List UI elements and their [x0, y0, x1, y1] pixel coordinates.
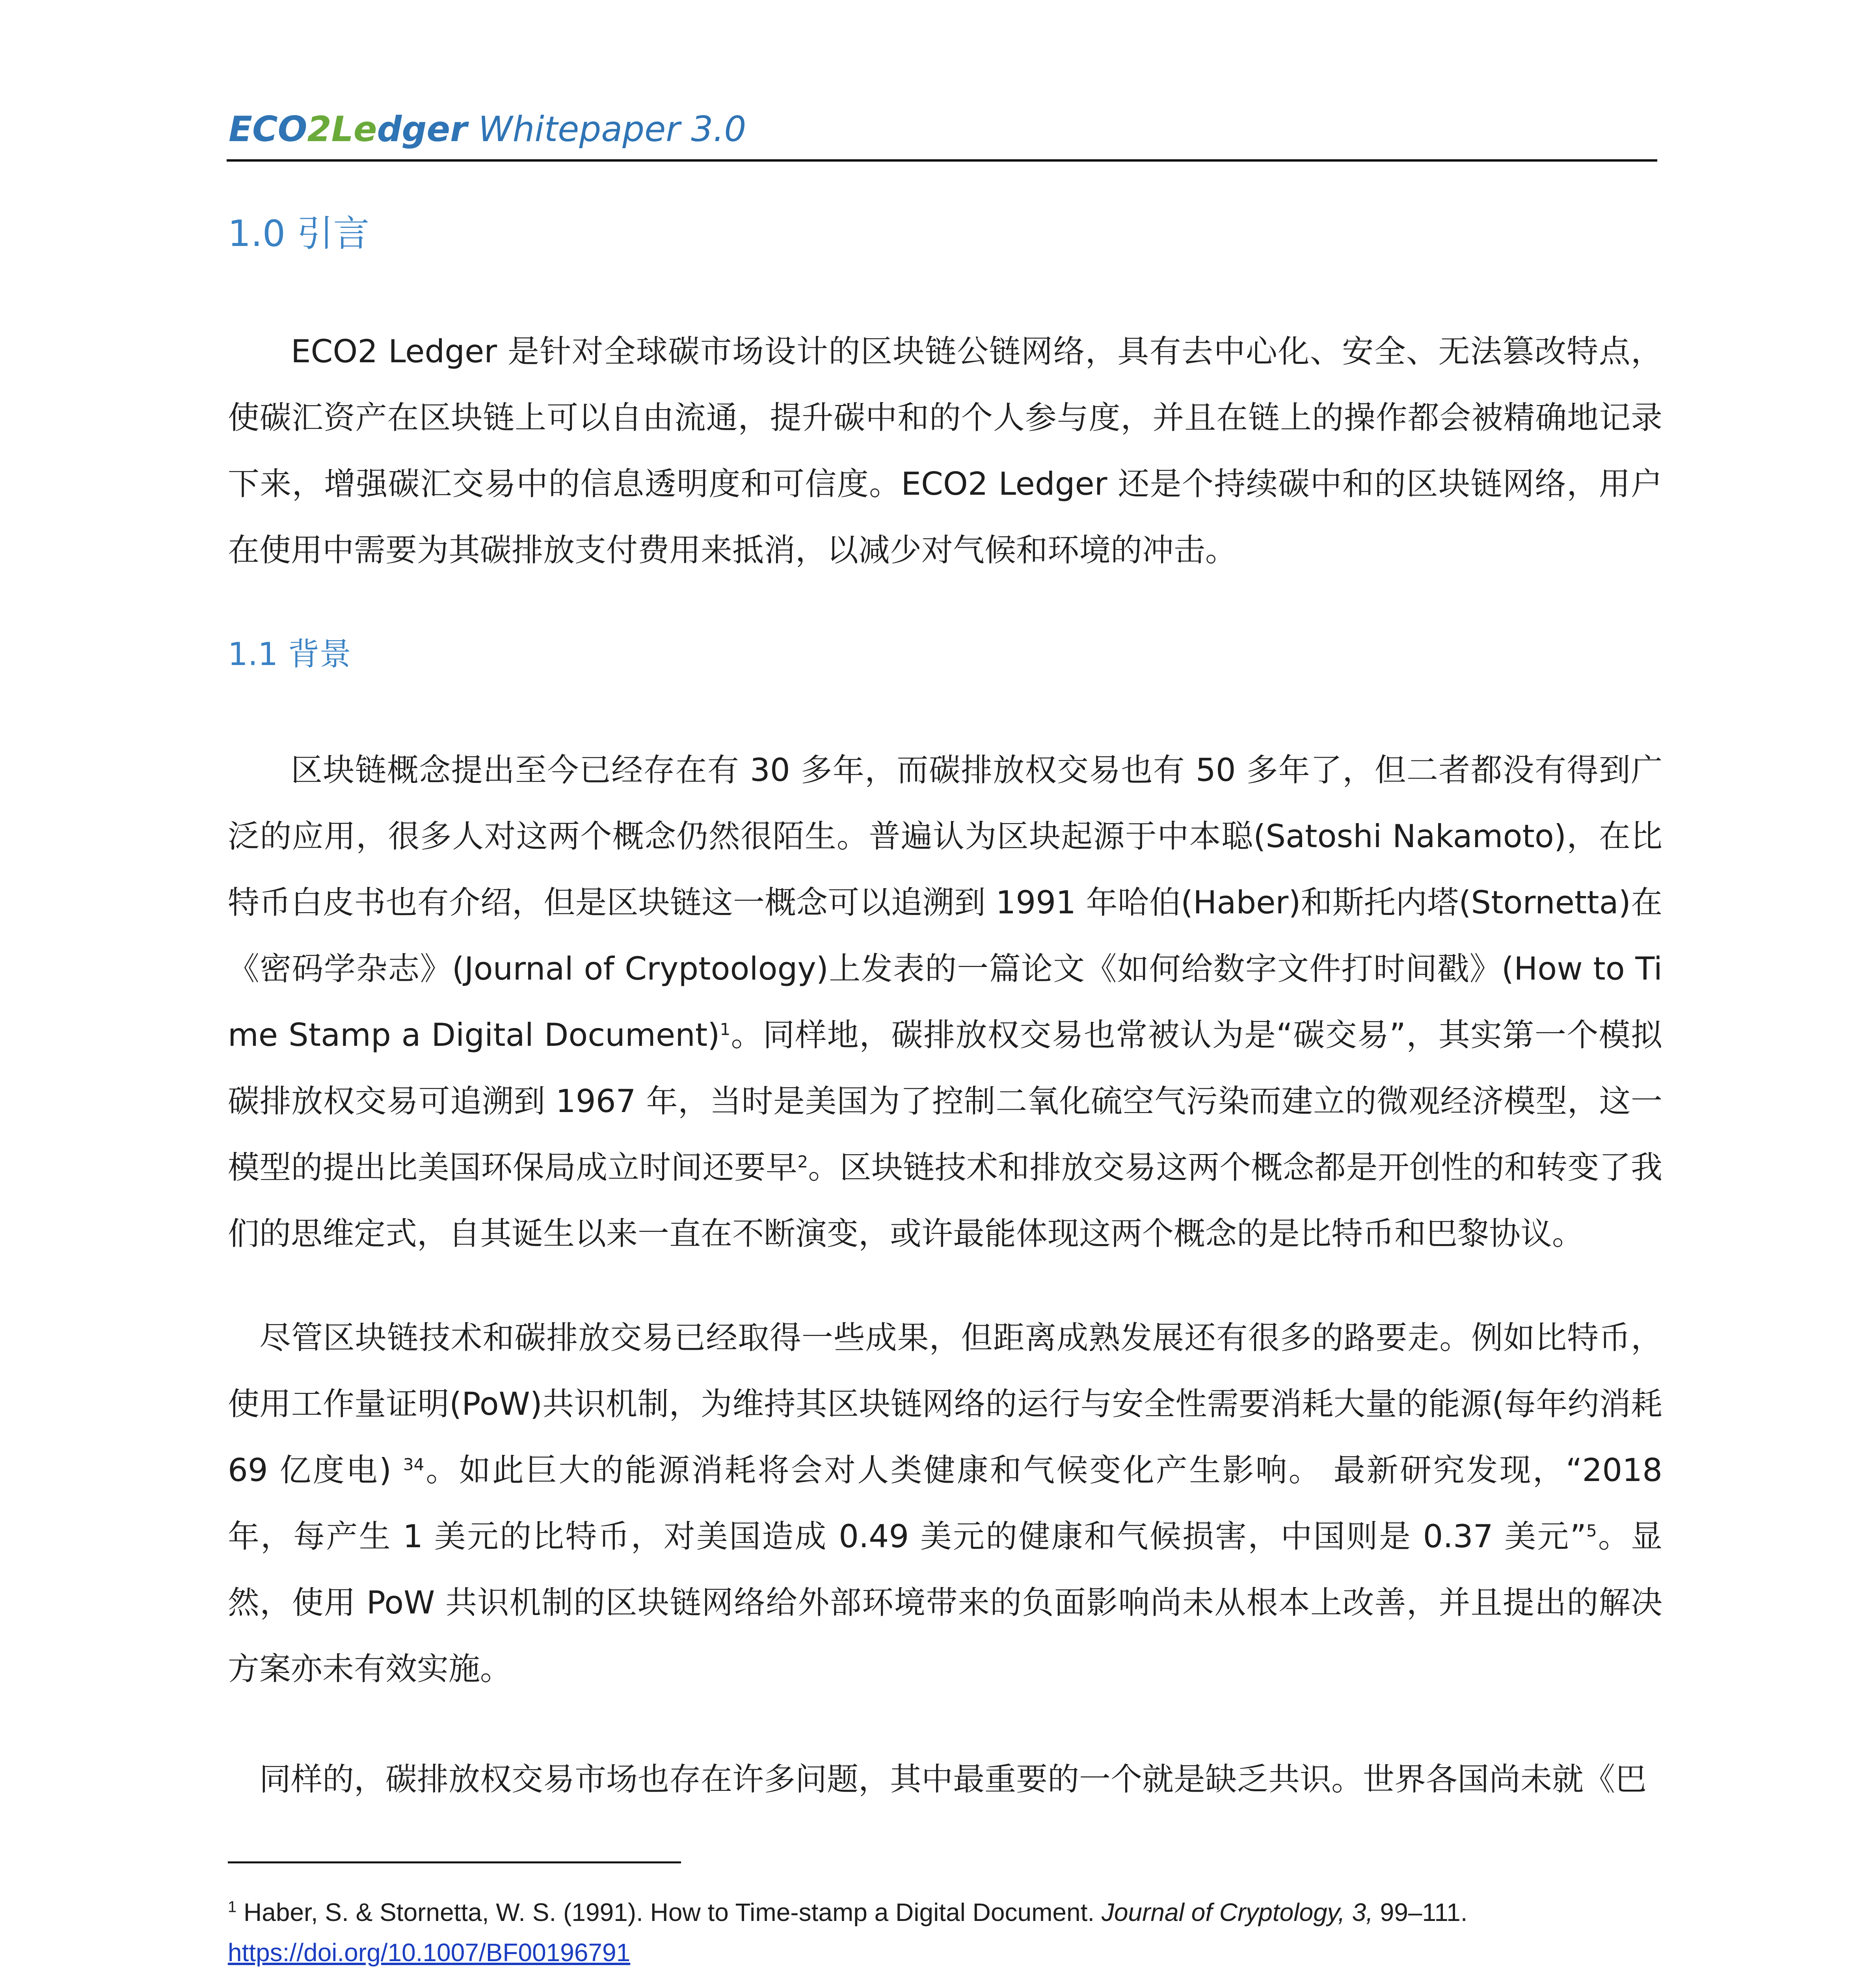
- footnote-link[interactable]: https://doi.org/10.1007/BF00196791: [228, 1938, 631, 1967]
- footnote-pages: 99–111.: [1373, 1898, 1468, 1926]
- bg-para1-part-c: 。区块链技术和排放交易这两个概念都是开创性的和转变了我们的思维定式，自其诞生以来一直在不断演变，或许最能体现这两个概念的是比特币和巴黎协议。: [228, 1149, 1663, 1252]
- brand-eco: ECO: [229, 109, 307, 149]
- background-paragraph-1: [228, 737, 1662, 1267]
- footnote-divider: [228, 1861, 681, 1863]
- footnote-text: Haber, S. & Stornetta, W. S. (1991). How to Time-stamp a Digital Document.: [236, 1898, 1102, 1926]
- intro-paragraph: ECO2 Ledger 是针对全球碳市场设计的区块链公链网络，具有去中心化、安全、无法篡改特点，使碳汇资产在区块链上可以自由流通，提升碳中和的个人参与度，并且在链上的操作都会被精确地记录下来，增强碳汇交易中的信息透明度和可信度。ECO2 Ledger 还是个持续碳中和的区块链网络，用户在使用中需要为其碳排放支付费用来抵消，以减少对气候和环境的冲击。: [228, 333, 1662, 568]
- footnote-1: [228, 1892, 1662, 1971]
- header-subtitle: Whitepaper 3.0: [467, 109, 746, 149]
- background-paragraph-2: [228, 1305, 1662, 1702]
- brand-2: 2: [307, 109, 331, 149]
- running-header: [229, 106, 1655, 153]
- bg-para2-part-c: 。显然，使用 PoW 共识机制的区块链网络给外部环境带来的负面影响尚未从根本上改善，并且提出的解决方案亦未有效实施。: [228, 1518, 1663, 1687]
- background-heading: 1.1 背景: [228, 636, 351, 673]
- bg-para1-part-b: 。同样地，碳排放权交易也常被认为是“碳交易”，其实第一个模拟碳排放权交易可追溯到 1967 年，当时是美国为了控制二氧化硫空气污染而建立的微观经济模型，这一模型的提出比美国环保局成立时间还要早: [228, 1017, 1663, 1186]
- footnote-ref-5[interactable]: 5: [1586, 1521, 1597, 1541]
- footnote-journal: Journal of Cryptology, 3,: [1101, 1898, 1373, 1926]
- footnote-ref-2[interactable]: 2: [797, 1152, 808, 1172]
- brand-dger: dger: [377, 109, 467, 149]
- background-paragraph-3: 同样的，碳排放权交易市场也存在许多问题，其中最重要的一个就是缺乏共识。世界各国尚未就《巴: [259, 1761, 1647, 1798]
- intro-heading: 1.0 引言: [228, 212, 370, 255]
- header-divider: [227, 159, 1657, 162]
- brand-le: Le: [331, 109, 377, 149]
- bg-para2-part-b: 。如此巨大的能源消耗将会对人类健康和气候变化产生影响。 最新研究发现，“2018 年，每产生 1 美元的比特币，对美国造成 0.49 美元的健康和气候损害，中国则是 0.37 美元”: [228, 1452, 1662, 1555]
- bg-para2-part-a: 尽管区块链技术和碳排放交易已经取得一些成果，但距离成熟发展还有很多的路要走。例如比特币，使用工作量证明(PoW)共识机制，为维持其区块链网络的运行与安全性需要消耗大量的能源(每年约消耗 69 亿度电): [228, 1319, 1662, 1488]
- footnotes-section: [228, 1892, 1662, 1971]
- footnote-ref-34[interactable]: 34: [403, 1455, 424, 1474]
- footnote-number: 1: [228, 1898, 237, 1916]
- bg-para1-part-a: 区块链概念提出至今已经存在有 30 多年，而碳排放权交易也有 50 多年了，但二者都没有得到广泛的应用，很多人对这两个概念仍然很陌生。普遍认为区块起源于中本聪(Satoshi Nakamoto)，在比特币白皮书也有介绍，但是区块链这一概念可以追溯到 1991 年哈伯(Haber)和斯托内塔(Stornetta)在《密码学杂志》(Journal of Cryptoology)上发表的一篇论文《如何给数字文件打时间戳》(How to Time Stamp a Digital Document): [228, 752, 1662, 1053]
- footnote-ref-1[interactable]: 1: [720, 1019, 731, 1039]
